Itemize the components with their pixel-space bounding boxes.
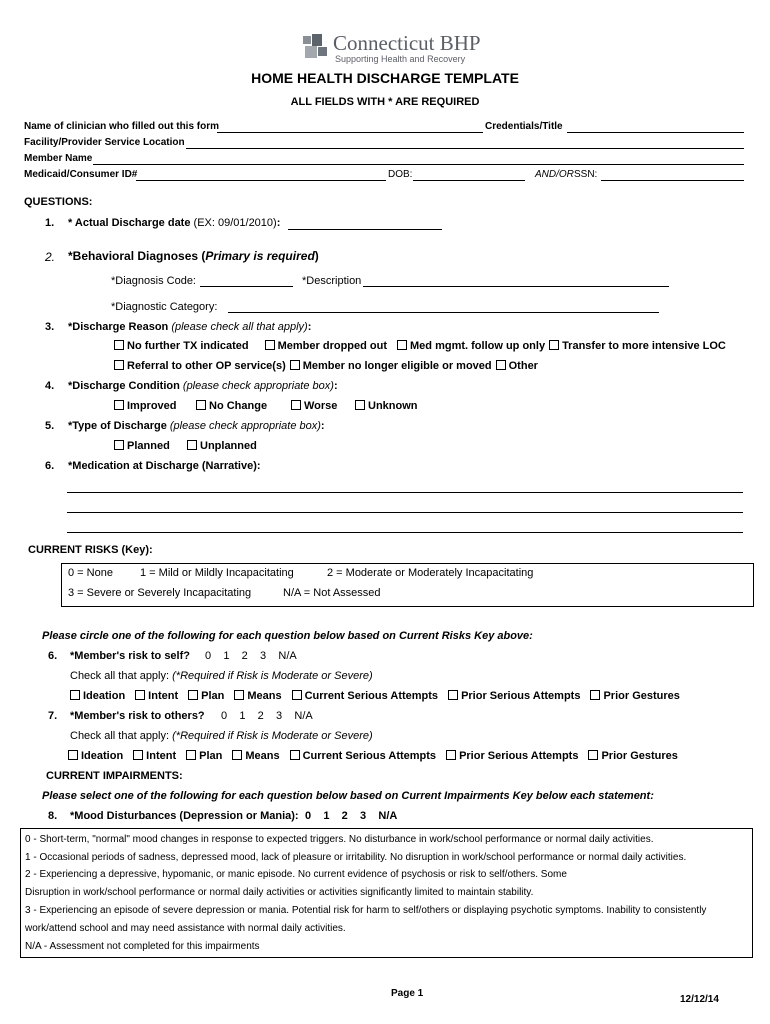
credentials-label: Credentials/Title — [485, 121, 563, 132]
q2-label: *Behavioral Diagnoses ( — [68, 249, 206, 263]
clinician-label: Name of clinician who filled out this form — [24, 121, 220, 132]
checkbox-icon — [114, 400, 124, 410]
q6-label: *Medication at Discharge (Narrative): — [68, 460, 261, 472]
logo-name: Connecticut BHP — [333, 31, 481, 55]
risk-others-scale[interactable]: 0 1 2 3 N/A — [221, 710, 313, 722]
medication-line-3[interactable] — [67, 532, 743, 533]
others-ideation[interactable]: Ideation — [68, 750, 123, 762]
checkbox-icon — [188, 690, 198, 700]
type-unplanned[interactable]: Unplanned — [187, 440, 257, 452]
diagnostic-category-label: *Diagnostic Category: — [111, 301, 218, 313]
logo-icon — [303, 34, 331, 62]
checkbox-icon — [355, 400, 365, 410]
risk-self-label: *Member's risk to self? — [70, 650, 190, 662]
checkbox-icon — [549, 340, 559, 350]
credentials-field[interactable] — [567, 132, 744, 133]
impairment-key-2: 2 - Experiencing a depressive, hypomanic, or manic episode. No current evidence of psychosis or risk to self/others. Some — [25, 869, 567, 880]
q1-hint: (EX: 09/01/2010) — [193, 217, 277, 229]
diagnostic-category-field[interactable] — [228, 312, 659, 313]
others-prior-attempts[interactable]: Prior Serious Attempts — [446, 750, 578, 762]
risk-self-scale[interactable]: 0 1 2 3 N/A — [205, 650, 297, 662]
clinician-field[interactable] — [217, 132, 483, 133]
page-number: Page 1 — [391, 988, 424, 999]
impairment-key-1: 1 - Occasional periods of sadness, depressed mood, lack of pleasure or irritability. No disruption in work/school performance or normal daily activities. — [25, 852, 687, 863]
others-intent[interactable]: Intent — [133, 750, 176, 762]
condition-no-change[interactable]: No Change — [196, 400, 267, 412]
medication-line-2[interactable] — [67, 512, 743, 513]
checkbox-icon — [114, 440, 124, 450]
risks-instruction: Please circle one of the following for each question below based on Current Risks Key above: — [42, 630, 533, 642]
reason-referral[interactable]: Referral to other OP service(s) — [114, 360, 286, 372]
risk-key-na: N/A = Not Assessed — [283, 587, 381, 599]
impairment-key-2-cont: Disruption in work/school performance or normal daily activities or activities significantly limited to maintain stability. — [25, 887, 534, 898]
condition-improved[interactable]: Improved — [114, 400, 177, 412]
checkbox-icon — [186, 750, 196, 760]
q6-number: 6. — [45, 460, 55, 472]
member-field[interactable] — [93, 164, 744, 165]
checkbox-icon — [265, 340, 275, 350]
condition-worse[interactable]: Worse — [291, 400, 337, 412]
facility-field[interactable] — [186, 148, 744, 149]
q1-label: * Actual Discharge date — [68, 217, 191, 229]
medicaid-label: Medicaid/Consumer ID# — [24, 169, 138, 180]
page-title: HOME HEALTH DISCHARGE TEMPLATE — [251, 70, 519, 86]
self-current-attempts[interactable]: Current Serious Attempts — [292, 690, 438, 702]
reason-ineligible[interactable]: Member no longer eligible or moved — [290, 360, 492, 372]
checkbox-icon — [291, 400, 301, 410]
others-plan[interactable]: Plan — [186, 750, 222, 762]
checkbox-icon — [70, 690, 80, 700]
q1-colon: : — [276, 217, 281, 229]
checkbox-icon — [133, 750, 143, 760]
checkbox-icon — [292, 690, 302, 700]
description-field[interactable] — [363, 286, 669, 287]
risk-key-1: 1 = Mild or Mildly Incapacitating — [140, 567, 294, 579]
questions-heading: QUESTIONS: — [24, 196, 93, 208]
q8-scale[interactable]: 0 1 2 3 N/A — [305, 810, 398, 822]
check-all-note-2: (*Required if Risk is Moderate or Severe) — [172, 730, 373, 742]
q4-number: 4. — [45, 380, 55, 392]
self-prior-attempts[interactable]: Prior Serious Attempts — [448, 690, 580, 702]
checkbox-icon — [114, 340, 124, 350]
checkbox-icon — [496, 360, 506, 370]
q3-colon: : — [307, 321, 312, 333]
q5-hint: (please check appropriate box) — [169, 420, 321, 432]
diagnosis-code-field[interactable] — [200, 286, 293, 287]
q5-colon: : — [320, 420, 325, 432]
impairment-key-3-cont: work/attend school and may need assistance with normal daily activities. — [25, 923, 346, 934]
others-means[interactable]: Means — [232, 750, 279, 762]
checkbox-icon — [187, 440, 197, 450]
q4-label: *Discharge Condition — [68, 380, 180, 392]
checkbox-icon — [196, 400, 206, 410]
risk-key-0: 0 = None — [68, 567, 113, 579]
description-label: *Description — [302, 275, 362, 287]
q2-label-end: ) — [314, 249, 319, 263]
checkbox-icon — [290, 750, 300, 760]
reason-other[interactable]: Other — [496, 360, 538, 372]
checkbox-icon — [68, 750, 78, 760]
self-intent[interactable]: Intent — [135, 690, 178, 702]
self-ideation[interactable]: Ideation — [70, 690, 125, 702]
risk-self-number: 6. — [48, 650, 58, 662]
reason-dropped-out[interactable]: Member dropped out — [265, 340, 387, 352]
q3-label: *Discharge Reason — [68, 321, 169, 333]
q2-number: 2. — [45, 250, 56, 264]
q2-label-italic: Primary is required — [205, 249, 315, 263]
q3-number: 3. — [45, 321, 55, 333]
reason-no-further-tx[interactable]: No further TX indicated — [114, 340, 249, 352]
q5-label: *Type of Discharge — [68, 420, 167, 432]
diagnosis-code-label: *Diagnosis Code: — [111, 275, 196, 287]
checkbox-icon — [397, 340, 407, 350]
self-plan[interactable]: Plan — [188, 690, 224, 702]
reason-med-mgmt[interactable]: Med mgmt. follow up only — [397, 340, 545, 352]
risks-heading: CURRENT RISKS (Key): — [28, 544, 153, 556]
others-prior-gestures[interactable]: Prior Gestures — [588, 750, 677, 762]
checkbox-icon — [448, 690, 458, 700]
check-all-label-2: Check all that apply: — [70, 730, 170, 742]
q4-colon: : — [333, 380, 338, 392]
risk-key-3: 3 = Severe or Severely Incapacitating — [68, 587, 252, 599]
dob-label: DOB: — [388, 169, 413, 180]
check-all-note: (*Required if Risk is Moderate or Severe) — [172, 670, 373, 682]
q8-label: *Mood Disturbances (Depression or Mania): — [70, 810, 299, 822]
medicaid-field[interactable] — [136, 180, 386, 181]
medication-line-1[interactable] — [67, 492, 743, 493]
page-subtitle: ALL FIELDS WITH * ARE REQUIRED — [290, 96, 480, 108]
checkbox-icon — [590, 690, 600, 700]
q8-number: 8. — [48, 810, 58, 822]
dob-field[interactable] — [413, 180, 525, 181]
checkbox-icon — [232, 750, 242, 760]
member-label: Member Name — [24, 153, 93, 164]
facility-label: Facility/Provider Service Location — [24, 137, 185, 148]
self-means[interactable]: Means — [234, 690, 281, 702]
checkbox-icon — [135, 690, 145, 700]
checkbox-icon — [234, 690, 244, 700]
discharge-date-field[interactable] — [288, 229, 442, 230]
impairments-heading: CURRENT IMPAIRMENTS: — [46, 770, 183, 782]
logo-tagline: Supporting Health and Recovery — [335, 54, 466, 64]
self-prior-gestures[interactable]: Prior Gestures — [590, 690, 679, 702]
q5-number: 5. — [45, 420, 55, 432]
checkbox-icon — [114, 360, 124, 370]
q4-hint: (please check appropriate box) — [182, 380, 334, 392]
impairment-key-0: 0 - Short-term, "normal" mood changes in response to expected triggers. No disturbance in work/school performance or normal daily activities. — [25, 834, 654, 845]
checkbox-icon — [446, 750, 456, 760]
q3-hint: (please check all that apply) — [171, 321, 308, 333]
andor-label: AND/OR — [535, 169, 574, 180]
checkbox-icon — [588, 750, 598, 760]
impairments-instruction: Please select one of the following for each question below based on Current Impairments Key below each statement: — [42, 790, 654, 802]
risk-key-2: 2 = Moderate or Moderately Incapacitating — [327, 567, 534, 579]
checkbox-icon — [290, 360, 300, 370]
risk-others-number: 7. — [48, 710, 58, 722]
footer-date: 12/12/14 — [680, 994, 719, 1005]
risk-others-label: *Member's risk to others? — [70, 710, 205, 722]
ssn-label: SSN: — [574, 169, 598, 180]
impairment-key-3: 3 - Experiencing an episode of severe depression or mania. Potential risk for harm to self/others or displaying psychotic symptoms. Inability to consistently — [25, 905, 707, 916]
impairment-key-na: N/A - Assessment not completed for this impairments — [25, 941, 260, 952]
q1-number: 1. — [45, 217, 55, 229]
ssn-field[interactable] — [601, 180, 744, 181]
others-current-attempts[interactable]: Current Serious Attempts — [290, 750, 436, 762]
check-all-label: Check all that apply: — [70, 670, 170, 682]
reason-transfer[interactable]: Transfer to more intensive LOC — [549, 340, 726, 352]
type-planned[interactable]: Planned — [114, 440, 170, 452]
condition-unknown[interactable]: Unknown — [355, 400, 418, 412]
